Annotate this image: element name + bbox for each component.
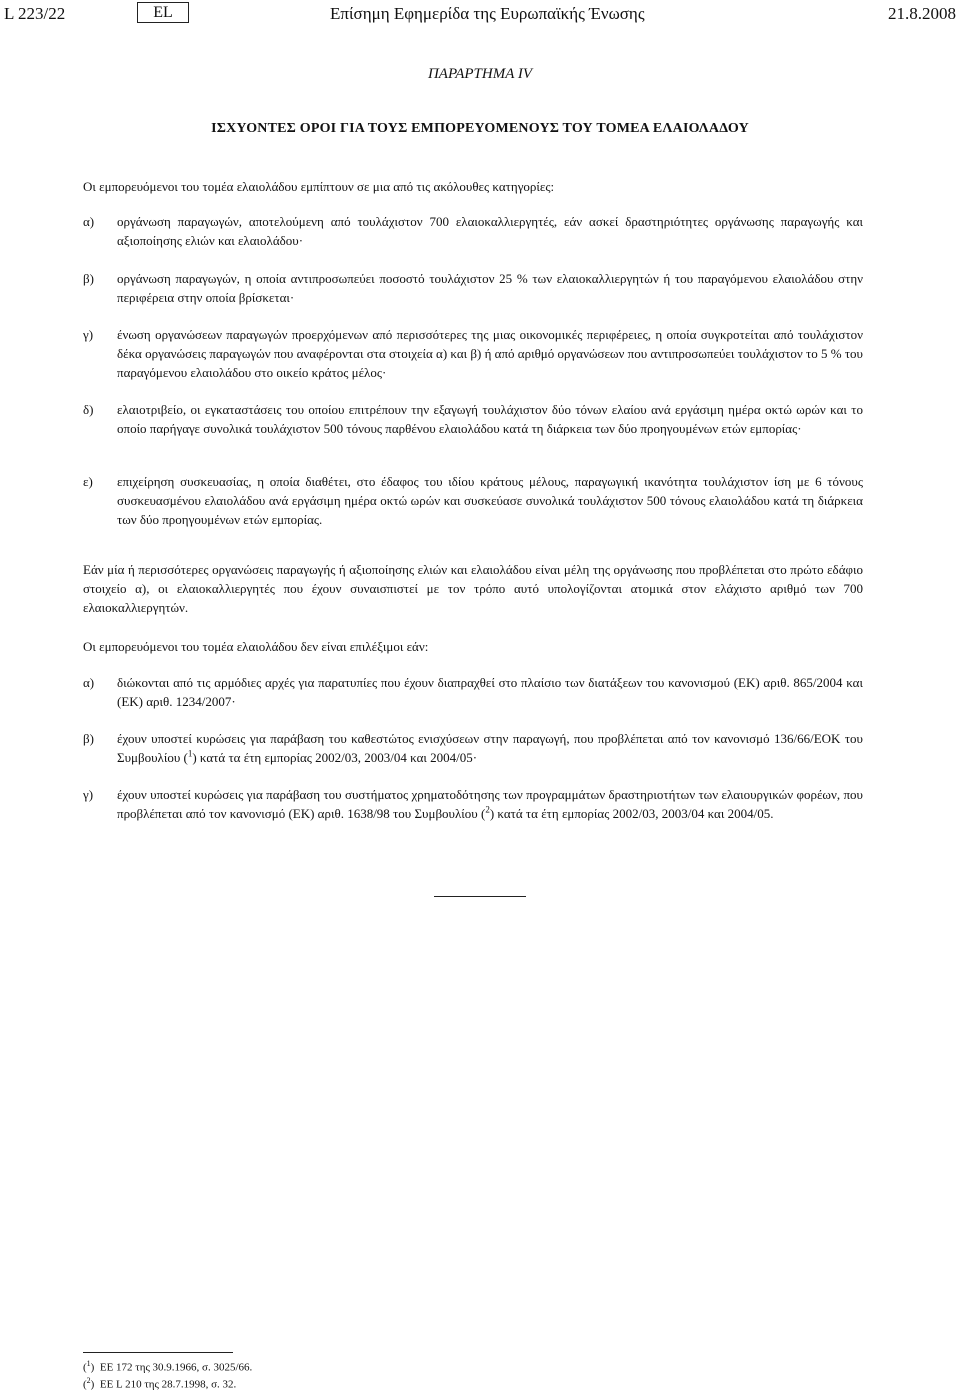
- membership-paragraph: Εάν μία ή περισσότερες οργανώσεις παραγωγής ή αξιοποίησης ελιών και ελαιολάδου είναι μέλη της οργάνωσης που προβλέπεται στο πρώτο εδάφιο στοιχείο α), οι ελαιοκαλλιεργητές που έχουν συναισπιστεί με τον τρόπο αυτό υπολογίζονται ατομικά στον ελάχιστο αριθμό των 700 ελαιοκαλλιεργητών.: [83, 562, 863, 615]
- item-label: δ): [83, 402, 94, 417]
- item-text: οργάνωση παραγωγών, αποτελούμενη από τουλάχιστον 700 ελαιοκαλλιεργητές, εάν ασκεί δραστηριότητες οργάνωσης παραγωγής και αξιοποίησης ελιών και ελαιολάδου·: [117, 214, 863, 248]
- category-item-b: [83, 269, 863, 307]
- publication-date: 21.8.2008: [888, 4, 956, 23]
- item-label: γ): [83, 787, 94, 802]
- journal-reference: L 223/22: [4, 4, 66, 23]
- item-label: γ): [83, 327, 94, 342]
- ineligible-item-a: [83, 673, 863, 711]
- footnote-number: 1: [86, 1359, 91, 1368]
- item-text-start: έχουν υποστεί κυρώσεις για παράβαση του συστήματος χρηματοδότησης των προγραμμάτων δραστηριοτήτων των ελαιουργικών φορέων, που προβλέπεται από τον κανονισμό (ΕΚ) αριθ. 1638/98 του Συμβουλίου (: [117, 787, 863, 821]
- footnote-text: ΕΕ L 210 της 28.7.1998, σ. 32.: [99, 1378, 237, 1391]
- ineligible-item-b: [83, 729, 863, 767]
- footnote-rule: [83, 1352, 233, 1353]
- item-text-start: έχουν υποστεί κυρώσεις για παράβαση του καθεστώτος ενισχύσεων στην παραγωγή, που προβλέπεται από τον κανονισμό 136/66/ΕΟΚ του Συμβουλίου (: [117, 731, 863, 765]
- item-text: [117, 785, 863, 823]
- footnote-2: ($^2$) ΕΕ L 210 της 28.7.1998, σ. 32.: [83, 1376, 237, 1391]
- category-item-c: [83, 325, 863, 382]
- footnote-1: ($^1$) ΕΕ 172 της 30.9.1966, σ. 3025/66.: [83, 1359, 253, 1374]
- footnote-number: 2: [86, 1376, 91, 1385]
- item-text: ένωση οργανώσεων παραγωγών προερχόμενων από περισσότερες της μιας οικονομικές περιφέρειες, η οποία συγκροτείται από τουλάχιστον δέκα οργανώσεις παραγωγών που αναφέρονται στα στοιχεία α) και β) ή από αριθμό οργανώσεων που αντιπροσωπεύει τουλάχιστον το 5 % του παραγόμενου ελαιολάδου στο οικείο κράτος μέλος·: [117, 327, 863, 380]
- item-label: α): [83, 675, 95, 690]
- item-text: οργάνωση παραγωγών, η οποία αντιπροσωπεύει ποσοστό τουλάχιστον 25 % των ελαιοκαλλιεργητών ή του παραγόμενου ελαιολάδου στην περιφέρεια στην οποία βρίσκεται·: [117, 271, 863, 305]
- item-text-end: ) κατά τα έτη εμπορίας 2002/03, 2003/04 και 2004/05.: [489, 806, 774, 821]
- ineligibility-intro: Οι εμπορευόμενοι του τομέα ελαιολάδου δεν είναι επιλέξιμοι εάν:: [83, 639, 429, 654]
- page-header: [0, 2, 960, 26]
- item-label: α): [83, 214, 95, 229]
- end-separator: [434, 896, 526, 897]
- footnote-ref-1[interactable]: 1: [187, 748, 193, 759]
- item-text: διώκονται από τις αρμόδιες αρχές για παρατυπίες που έχουν διαπραχθεί στο πλαίσιο των διατάξεων του κανονισμού (ΕΚ) αριθ. 865/2004 και (ΕΚ) αριθ. 1234/2007·: [117, 675, 863, 709]
- annex-title: ΠΑΡΑΡΤΗΜΑ IV: [427, 66, 533, 82]
- document-heading: ΙΣΧΥΟΝΤΕΣ ΟΡΟΙ ΓΙΑ ΤΟΥΣ ΕΜΠΟΡΕΥΟΜΕΝΟΥΣ ΤΟΥ ΤΟΜΕΑ ΕΛΑΙΟΛΑΔΟΥ: [211, 121, 749, 136]
- footnote-ref-2[interactable]: 2: [485, 804, 490, 815]
- footnote-text: ΕΕ 172 της 30.9.1966, σ. 3025/66.: [99, 1361, 253, 1374]
- category-item-a: [83, 212, 863, 250]
- item-label: β): [83, 731, 94, 746]
- language-badge: EL: [137, 2, 189, 23]
- category-item-d: [83, 400, 863, 438]
- journal-title: Επίσημη Εφημερίδα της Ευρωπαϊκής Ένωσης: [330, 4, 645, 23]
- item-text: ελαιοτριβείο, οι εγκαταστάσεις του οποίου επιτρέπουν την εξαγωγή τουλάχιστον δύο τόνων ελαίου ανά εργάσιμη ημέρα οκτώ ωρών και το οποίο παρήγαγε συνολικά τουλάχιστον 500 τόνους παρθένου ελαιολάδου κατά τη διάρκεια των δύο προηγουμένων ετών εμπορίας·: [117, 402, 863, 436]
- intro-paragraph: Οι εμπορευόμενοι του τομέα ελαιολάδου εμπίπτουν σε μια από τις ακόλουθες κατηγορίες:: [83, 179, 555, 194]
- item-label: β): [83, 271, 94, 286]
- item-text-end: ) κατά τα έτη εμπορίας 2002/03, 2003/04 και 2004/05·: [192, 750, 478, 765]
- item-text: [117, 729, 863, 767]
- item-label: ε): [83, 474, 93, 489]
- category-item-e: [83, 472, 863, 529]
- item-text: επιχείρηση συσκευασίας, η οποία διαθέτει, στο έδαφος του ιδίου κράτους μέλους, παραγωγική ικανότητα τουλάχιστον ίση με 6 τόνους συσκευασμένου ελαιολάδου ανά εργάσιμη ημέρα οκτώ ωρών και συσκεύασε συνολικά τουλάχιστον 500 τόνους ελαιολάδου κατά τη διάρκεια των δύο προηγουμένων ετών εμπορίας.: [117, 474, 863, 527]
- ineligible-item-c: [83, 785, 863, 823]
